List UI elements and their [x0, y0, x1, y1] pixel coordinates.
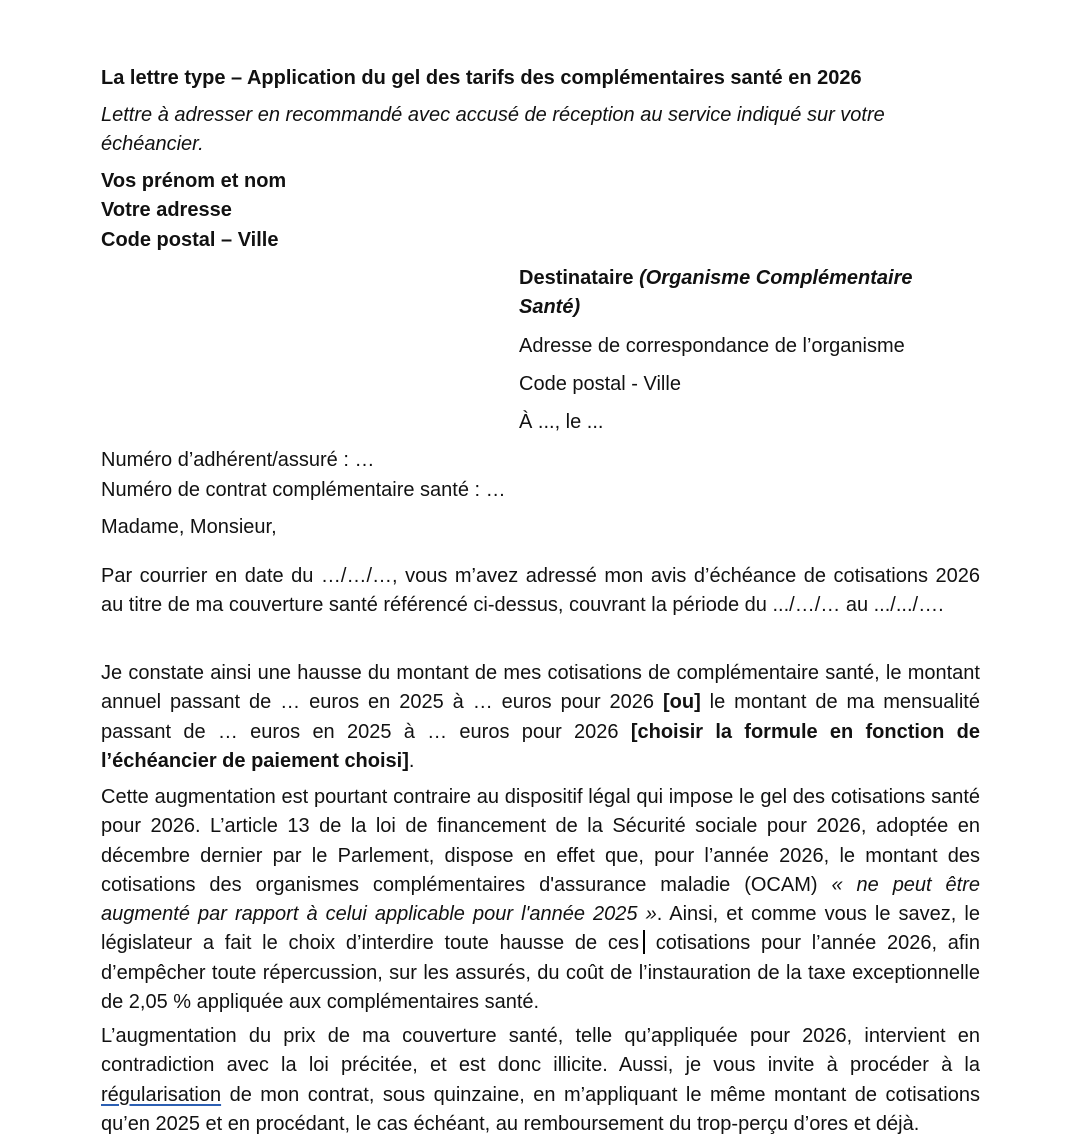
- paragraph-2-text: Je constate ainsi une hausse du montant de mes cotisations de complémentaire santé, le montant annuel passant de … euros en 2025 à … euros pour 2026: [101, 662, 980, 714]
- law-quote: « ne peut être augmenté par rapport à celui applicable pour l'année 2025 »: [101, 873, 981, 926]
- place-and-date: À ..., le ...: [519, 411, 604, 433]
- salutation: Madame, Monsieur,: [101, 516, 277, 538]
- document-subtitle: Lettre à adresser en recommandé avec accusé de réception au service indiqué sur votre: [101, 104, 885, 126]
- paragraph-3-text: Cette augmentation est pourtant contraire au dispositif légal qui impose le gel des cotisations santé pour 2026. L’article 13 de la loi de financement de la Sécurité sociale pour 2026, adoptée en décembre dernier par le Parlement, dispose en effet que, pour l’année 2026, le montant des cotisations des organismes complémentaires d'assurance maladie (OCAM): [101, 786, 980, 896]
- recipient-label-text: Destinataire: [519, 267, 634, 289]
- sender-city: Code postal – Ville: [101, 229, 279, 251]
- member-number: Numéro d’adhérent/assuré : …: [101, 449, 375, 471]
- spellcheck-flagged-word[interactable]: régularisation: [101, 1083, 222, 1106]
- paragraph-4: [101, 1022, 980, 1139]
- paragraph-4-text: L’augmentation du prix de ma couverture santé, telle qu’appliquée pour 2026, intervient en contradiction avec la loi précitée, et est donc illicite. Aussi, je vous invite à procéder à la: [101, 1025, 980, 1077]
- option-marker: [ou]: [662, 691, 701, 714]
- paragraph-4-text-continued: de mon contrat, sous quinzaine, en m’appliquant le même montant de cotisations qu’en 2025 et en procédant, le cas échéant, au remboursement du trop-perçu d’ores et déjà.: [101, 1083, 980, 1135]
- recipient-label-continued: Santé): [519, 296, 581, 318]
- recipient-address: Adresse de correspondance de l’organisme: [519, 335, 905, 357]
- paragraph-3-text-continued: . Ainsi, et comme vous le savez, le législateur a fait le choix d’interdire toute hausse de ces: [101, 903, 980, 955]
- contract-number: Numéro de contrat complémentaire santé : …: [101, 479, 506, 501]
- paragraph-3-text-end: cotisations pour l’année 2026, afin d’empêcher toute répercussion, sur les assurés, du coût de l’instauration de la taxe exceptionnelle de 2,05 % appliquée aux complémentaires santé.: [101, 932, 980, 1014]
- paragraph-2-text-continued: le montant de ma mensualité passant de … euros en 2025 à … euros pour 2026: [101, 691, 980, 743]
- paragraph-2: [101, 659, 980, 776]
- sender-address: Votre adresse: [101, 199, 232, 221]
- instruction-note: [choisir la formule en fonction de l’échéancier de paiement choisi]: [101, 720, 981, 772]
- recipient-label-italic: (Organisme Complémentaire: [639, 267, 913, 289]
- recipient-label: [519, 264, 912, 293]
- paragraph-1: [101, 562, 980, 621]
- paragraph-1-text: Par courrier en date du …/…/…, vous m’avez adressé mon avis d’échéance de cotisations 2026 au titre de ma couverture santé référencé ci-dessus, couvrant la période du .../…/… au .../.../….: [101, 565, 980, 617]
- sender-name: Vos prénom et nom: [101, 170, 287, 192]
- recipient-city: Code postal - Ville: [519, 373, 681, 395]
- document-subtitle-continued: échéancier.: [101, 133, 204, 155]
- paragraph-2-end: .: [408, 749, 415, 772]
- document-title: La lettre type – Application du gel des tarifs des complémentaires santé en 2026: [101, 67, 862, 89]
- paragraph-3: [101, 783, 980, 1017]
